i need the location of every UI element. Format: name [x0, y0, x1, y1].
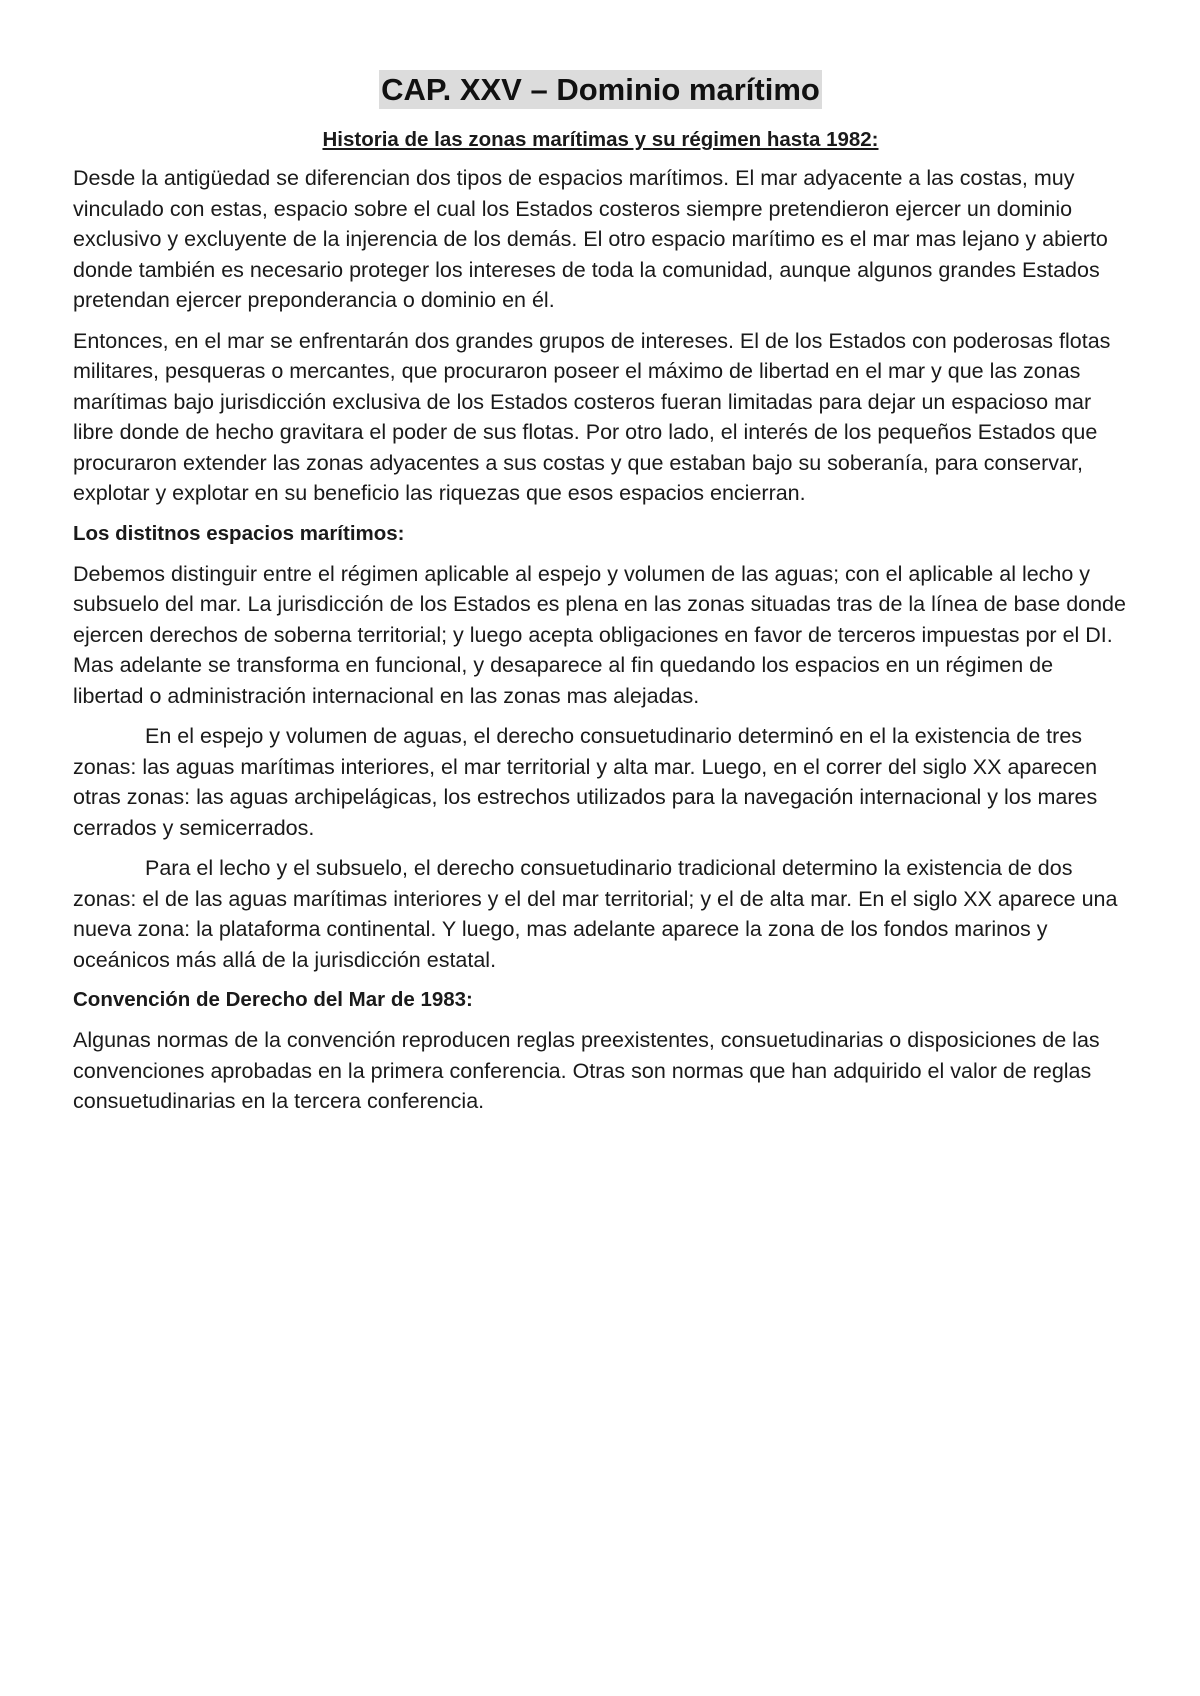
title-container [73, 70, 1128, 109]
section-heading-convencion: Convención de Derecho del Mar de 1983: [73, 988, 473, 1011]
paragraph-convencion: Algunas normas de la convención reproducen reglas preexistentes, consuetudinarias o disposiciones de las convenciones aprobadas en la primera conferencia. Otras son normas que han adquirido el valor de reglas consuetudinarias en la tercera conferencia. [73, 1028, 1100, 1113]
page-title: CAP. XXV – Dominio marítimo [381, 72, 820, 107]
section-heading-espacios: Los distitnos espacios marítimos: [73, 521, 405, 545]
paragraph-intereses: Entonces, en el mar se enfrentarán dos grandes grupos de intereses. El de los Estados con poderosas flotas militares, pesqueras o mercantes, que procuraron poseer el máximo de libertad en el mar y que las zonas marítimas bajo jurisdicción exclusiva de los Estados costeros fueran limitadas para dejar un espacioso mar libre donde de hecho gravitara el poder de sus flotas. Por otro lado, el interés de los pequeños Estados que procuraron extender las zonas adyacentes a sus costas y que estaban bajo su soberanía, para conservar, explotar y explotar en su beneficio las riquezas que esos espacios encierran. [73, 328, 1111, 505]
paragraph-regimen: Debemos distinguir entre el régimen aplicable al espejo y volumen de las aguas; con el aplicable al lecho y subsuelo del mar. La jurisdicción de los Estados es plena en las zonas situadas tras de la línea de base donde ejercen derechos de soberna territorial; y luego acepta obligaciones en favor de terceros impuestas por el DI. Mas adelante se transforma en funcional, y desaparece al fin quedando los espacios en un régimen de libertad o administración internacional en las zonas mas alejadas. [73, 561, 1126, 708]
paragraph-espejo-volumen: En el espejo y volumen de aguas, el derecho consuetudinario determinó en el la existencia de tres zonas: las aguas marítimas interiores, el mar territorial y alta mar. Luego, en el correr del siglo XX aparecen otras zonas: las aguas archipelágicas, los estrechos utilizados para la navegación internacional y los mares cerrados y semicerrados. [73, 724, 1098, 840]
paragraph-antiguedad: Desde la antigüedad se diferencian dos tipos de espacios marítimos. El mar adyacente a las costas, muy vinculado con estas, espacio sobre el cual los Estados costeros siempre pretendieron ejercer un dominio exclusivo y excluyente de la injerencia de los demás. El otro espacio marítimo es el mar mas lejano y abierto donde también es necesario proteger los intereses de toda la comunidad, aunque algunos grandes Estados pretendan ejercer preponderancia o dominio en él. [73, 166, 1108, 312]
section-subtitle: Historia de las zonas marítimas y su régimen hasta 1982: [322, 128, 879, 151]
paragraph-lecho-subsuelo: Para el lecho y el subsuelo, el derecho consuetudinario tradicional determino la existencia de dos zonas: el de las aguas marítimas interiores y el del mar territorial; y el de alta mar. En el siglo XX aparece una nueva zona: la plataforma continental. Y luego, mas adelante aparece la zona de los fondos marinos y oceánicos más allá de la jurisdicción estatal. [73, 856, 1118, 972]
